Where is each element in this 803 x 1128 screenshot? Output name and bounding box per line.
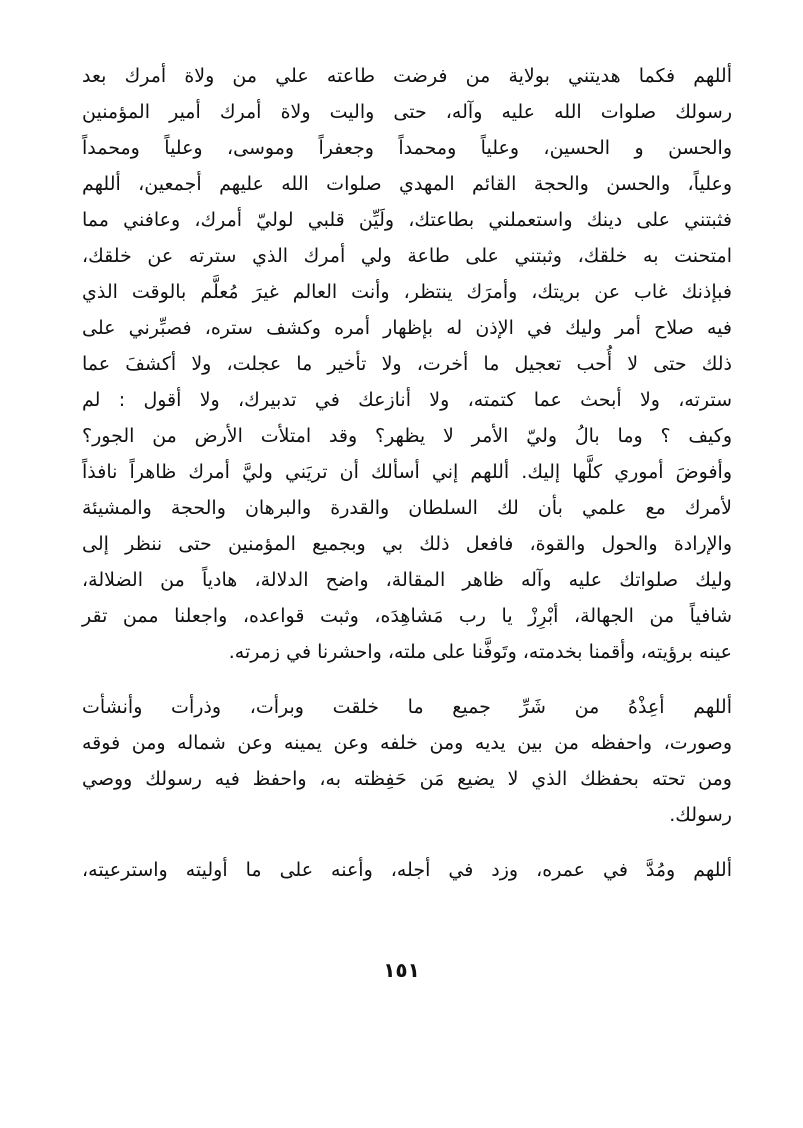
text-line: عينه برؤيته، وأقمنا بخدمته، وتَوفَّنا على ملته، واحشرنا في زمرته. (228, 641, 732, 663)
text-line: وعلياً، والحسن والحجة القائم المهدي صلوات الله عليهم أجمعين، أللهم (82, 173, 732, 195)
text-line: امتحنت به خلقك، وثبتني على طاعة ولي أمرك الذي سترته عن خلقك، (82, 245, 732, 267)
text-line: شافياً من الجهالة، أبْرِزْ يا رب مَشاهِدَه، وثبت قواعده، واجعلنا ممن تقر (82, 605, 732, 627)
text-line: والإرادة والحول والقوة، فافعل ذلك بي وبجميع المؤمنين حتى ننظر إلى (82, 533, 732, 555)
text-line: والحسن و الحسين، وعلياً ومحمداً وجعفراً وموسى، وعلياً ومحمداً (82, 137, 732, 159)
text-line: أللهم فكما هديتني بولاية من فرضت طاعته علي من ولاة أمرك بعد (82, 65, 732, 87)
page-number: ١٥١ (383, 958, 420, 982)
text-line: رسولك صلوات الله عليه وآله، حتى واليت ولاة أمرك أمير المؤمنين (82, 101, 732, 123)
text-line: رسولك. (669, 804, 732, 826)
text-line: وليك صلواتك عليه وآله ظاهر المقالة، واضح الدلالة، هادياً من الضلالة، (82, 569, 732, 591)
text-line: ومن تحته بحفظك الذي لا يضيع مَن حَفِظته به، واحفظ فيه رسولك ووصي (82, 768, 732, 790)
text-line: أللهم ومُدَّ في عمره، وزد في أجله، وأعنه على ما أوليته واسترعيته، (82, 859, 732, 881)
paragraph (82, 852, 732, 888)
text-line: أللهم أعِذْهُ من شَرِّ جميع ما خلقت وبرأت، وذرأت وأنشأت (82, 696, 732, 718)
text-line: وصورت، واحفظه من بين يديه ومن خلفه وعن يمينه وعن شماله ومن فوقه (82, 732, 732, 754)
document-body (82, 58, 732, 907)
text-line: وكيف ؟ وما بالُ وليّ الأمر لا يظهر؟ وقد امتلأت الأرض من الجور؟ (82, 425, 732, 447)
text-line: ذلك حتى لا أُحب تعجيل ما أخرت، ولا تأخير ما عجلت، ولا أكشفَ عما (82, 353, 732, 375)
text-line: وأفوضَ أموري كلَّها إليك. أللهم إني أسألك أن تريَني وليَّ أمرك ظاهراً نافذاً (82, 461, 732, 483)
text-line: فبإذنك غاب عن بريتك، وأمرَك ينتظر، وأنت العالم غيرَ مُعلَّم بالوقت الذي (82, 281, 732, 303)
paragraph (82, 58, 732, 670)
text-line: فيه صلاح أمر وليك في الإذن له بإظهار أمره وكشف ستره، فصبِّرني على (82, 317, 732, 339)
paragraph (82, 689, 732, 833)
text-line: سترته، ولا أبحث عما كتمته، ولا أنازعك في تدبيرك، ولا أقول : لم (82, 389, 732, 411)
text-line: لأمرك مع علمي بأن لك السلطان والقدرة والبرهان والحجة والمشيئة (82, 497, 732, 519)
text-line: فثبتني على دينك واستعملني بطاعتك، ولَيِّن قلبي لوليّ أمرك، وعافني مما (82, 209, 732, 231)
